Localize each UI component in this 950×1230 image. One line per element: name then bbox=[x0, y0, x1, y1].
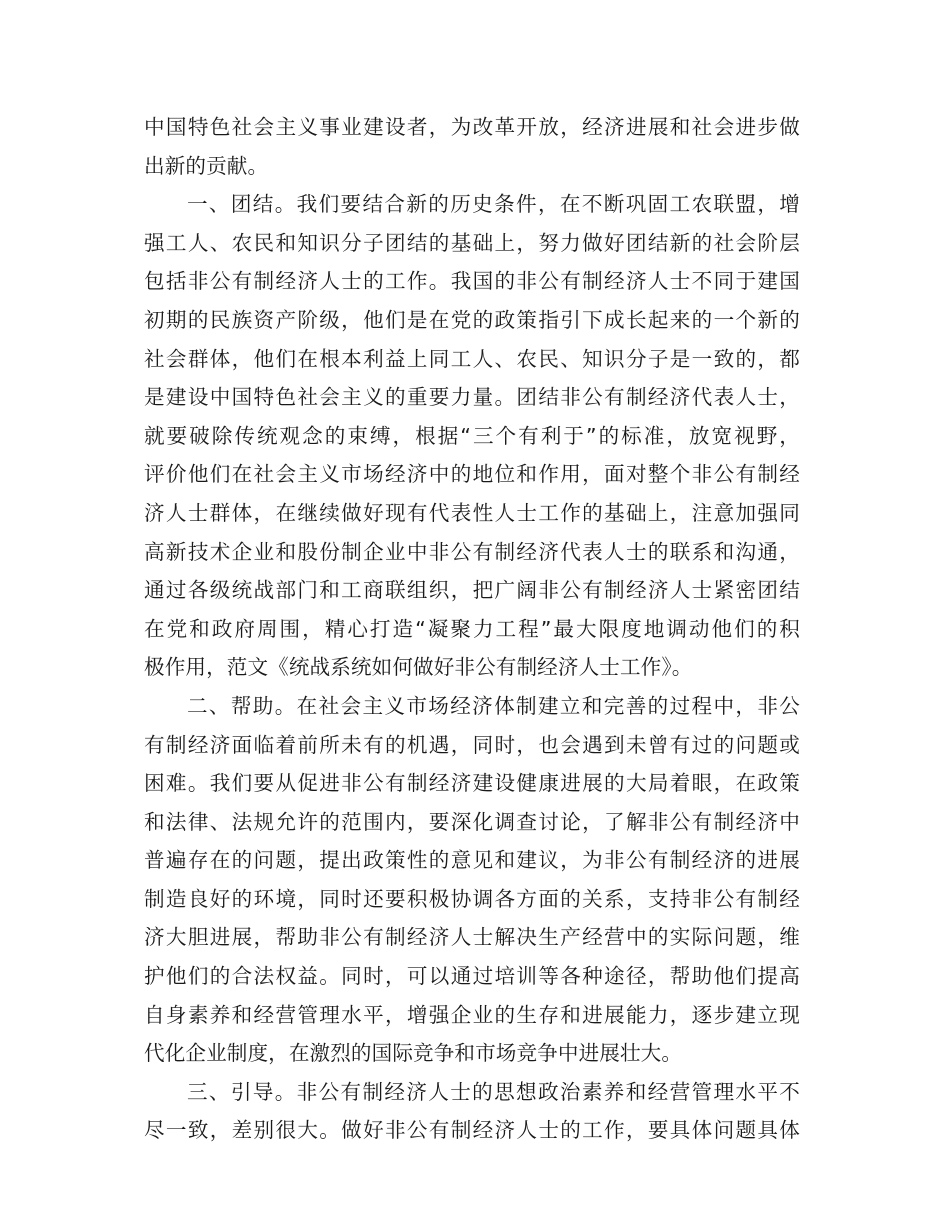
paragraph-unity-first-line: 一、团结。我们要结合新的历史条件，在不断巩固工农联盟，增 bbox=[187, 192, 800, 217]
text-line: 社会群体，他们在根本利益上同工人、农民、知识分子是一致的，都 bbox=[144, 346, 800, 371]
text-line: 评价他们在社会主义市场经济中的地位和作用，面对整个非公有制经 bbox=[144, 462, 800, 487]
text-line: 是建设中国特色社会主义的重要力量。团结非公有制经济代表人士， bbox=[144, 385, 800, 410]
text-line: 初期的民族资产阶级，他们是在党的政策指引下成长起来的一个新的 bbox=[144, 307, 800, 332]
text-line: 强工人、农民和知识分子团结的基础上，努力做好团结新的社会阶层 bbox=[144, 230, 800, 255]
text-line: 尽一致，差别很大。做好非公有制经济人士的工作，要具体问题具体 bbox=[144, 1118, 800, 1143]
text-line: 包括非公有制经济人士的工作。我国的非公有制经济人士不同于建国 bbox=[144, 269, 800, 294]
text-line: 在党和政府周围，精心打造“凝聚力工程”最大限度地调动他们的积 bbox=[144, 616, 800, 641]
document-body bbox=[144, 108, 800, 1150]
text-line: 普遍存在的问题，提出政策性的意见和建议，为非公有制经济的进展 bbox=[144, 848, 800, 873]
text-line: 代化企业制度，在激烈的国际竞争和市场竞争中进展壮大。 bbox=[144, 1041, 683, 1066]
text-line: 通过各级统战部门和工商联组织，把广阔非公有制经济人士紧密团结 bbox=[144, 578, 800, 603]
paragraph-guide-first-line: 三、引导。非公有制经济人士的思想政治素养和经营管理水平不 bbox=[187, 1079, 800, 1104]
text-line: 就要破除传统观念的束缚，根据“三个有利于”的标准，放宽视野， bbox=[144, 423, 800, 448]
text-line: 高新技术企业和股份制企业中非公有制经济代表人士的联系和沟通， bbox=[144, 539, 800, 564]
text-line: 困难。我们要从促进非公有制经济建设健康进展的大局着眼，在政策 bbox=[144, 771, 800, 796]
text-line: 有制经济面临着前所未有的机遇，同时，也会遇到未曾有过的问题或 bbox=[144, 732, 800, 757]
text-line: 济大胆进展，帮助非公有制经济人士解决生产经营中的实际问题，维 bbox=[144, 925, 800, 950]
text-line: 制造良好的环境，同时还要积极协调各方面的关系，支持非公有制经 bbox=[144, 886, 800, 911]
text-line: 极作用，范文《统战系统如何做好非公有制经济人士工作》。 bbox=[144, 655, 693, 680]
text-line: 和法律、法规允许的范围内，要深化调查讨论，了解非公有制经济中 bbox=[144, 809, 800, 834]
text-line: 护他们的合法权益。同时，可以通过培训等各种途径，帮助他们提高 bbox=[144, 964, 800, 989]
text-line: 出新的贡献。 bbox=[144, 153, 269, 178]
text-line: 自身素养和经营管理水平，增强企业的生存和进展能力，逐步建立现 bbox=[144, 1002, 800, 1027]
text-line: 中国特色社会主义事业建设者，为改革开放，经济进展和社会进步做 bbox=[144, 115, 800, 139]
paragraph-help-first-line: 二、帮助。在社会主义市场经济体制建立和完善的过程中，非公 bbox=[187, 693, 800, 718]
text-line: 济人士群体，在继续做好现有代表性人士工作的基础上，注意加强同 bbox=[144, 500, 800, 525]
